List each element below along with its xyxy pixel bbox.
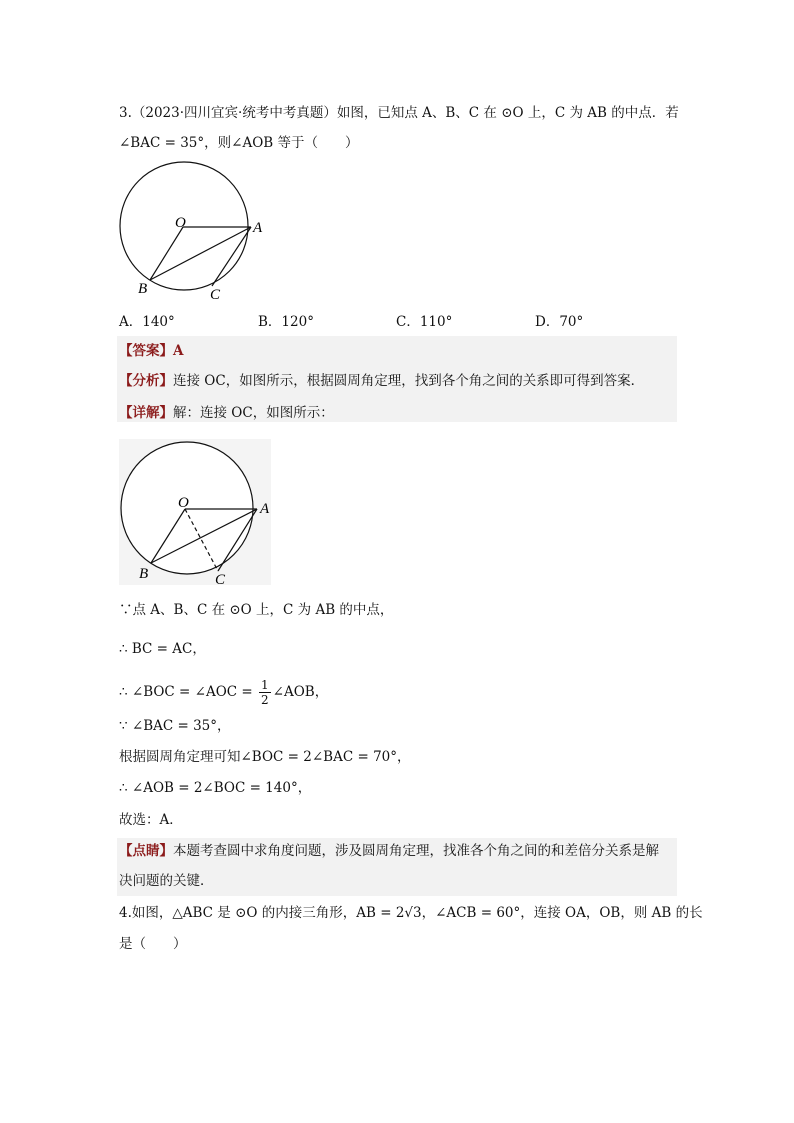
q4-line1: 4.如图，△ABC 是 ⊙O 的内接三角形，AB = 2√3，∠ACB = 60°，连接 OA，OB，则 AB 的长: [119, 905, 703, 921]
q3-line1: 3.（2023·四川宜宾·统考中考真题）如图，已知点 A、B、C 在 ⊙O 上，C 为 AB 的中点．若: [119, 105, 679, 121]
option-d: D．70°: [535, 314, 584, 330]
label-o: O: [175, 215, 186, 231]
detail-line: [119, 403, 334, 423]
solution-line-6: ∴ ∠AOB = 2∠BOC = 140°，: [119, 780, 312, 796]
label-c-2: C: [215, 572, 226, 588]
q4-line2: 是（ ）: [119, 936, 187, 952]
label-a-2: A: [260, 501, 270, 517]
solution-line-3-right: ∠AOB，: [272, 684, 329, 700]
analysis-line: [119, 371, 644, 391]
segment-ac: [212, 227, 251, 286]
solution-line-4: ∵ ∠BAC = 35°，: [119, 718, 231, 734]
segment-ob: [150, 227, 183, 280]
fraction-half: [259, 678, 271, 707]
label-b-2: B: [139, 566, 149, 582]
option-b: B．120°: [258, 314, 314, 330]
label-o-2: O: [178, 495, 189, 511]
q3-line2: ∠BAC = 35°，则∠AOB 等于（ ）: [119, 135, 359, 151]
detail-tag: 【详解】: [119, 405, 173, 421]
fraction-denominator: 2: [261, 693, 269, 707]
analysis-tag: 【分析】: [119, 373, 173, 389]
answer-tag: 【答案】: [119, 343, 173, 359]
solution-line-1: ∵点 A、B、C 在 ⊙O 上，C 为 AB 的中点，: [119, 602, 394, 618]
answer-line: [119, 341, 183, 361]
solution-line-5: 根据圆周角定理可知∠BOC = 2∠BAC = 70°，: [119, 749, 411, 765]
comment-text-1: 本题考查圆中求角度问题，涉及圆周角定理，找准各个角之间的和差倍分关系是解: [173, 843, 659, 859]
solution-line-3: [119, 678, 328, 707]
detail-text: 解：连接 OC，如图所示：: [173, 405, 334, 421]
solution-line-3-left: ∴ ∠BOC = ∠AOC =: [119, 684, 258, 700]
circle-figure-2: [119, 439, 275, 589]
solution-line-2: ∴ BC = AC，: [119, 641, 206, 657]
circle-figure-1: [117, 160, 277, 305]
answer-value: A: [173, 343, 184, 359]
comment-line-1: [119, 841, 659, 861]
solution-line-7: 故选：A．: [119, 812, 183, 828]
fraction-numerator: 1: [261, 678, 269, 692]
label-a: A: [253, 220, 263, 236]
analysis-text: 连接 OC，如图所示，根据圆周角定理，找到各个角之间的关系即可得到答案．: [173, 373, 645, 389]
option-c: C．110°: [396, 314, 453, 330]
segment-ba: [150, 227, 251, 280]
label-c: C: [210, 287, 221, 303]
comment-line-2: 决问题的关键．: [119, 873, 214, 889]
option-a: A．140°: [119, 314, 175, 330]
comment-tag: 【点睛】: [119, 843, 173, 859]
label-b: B: [138, 281, 148, 297]
